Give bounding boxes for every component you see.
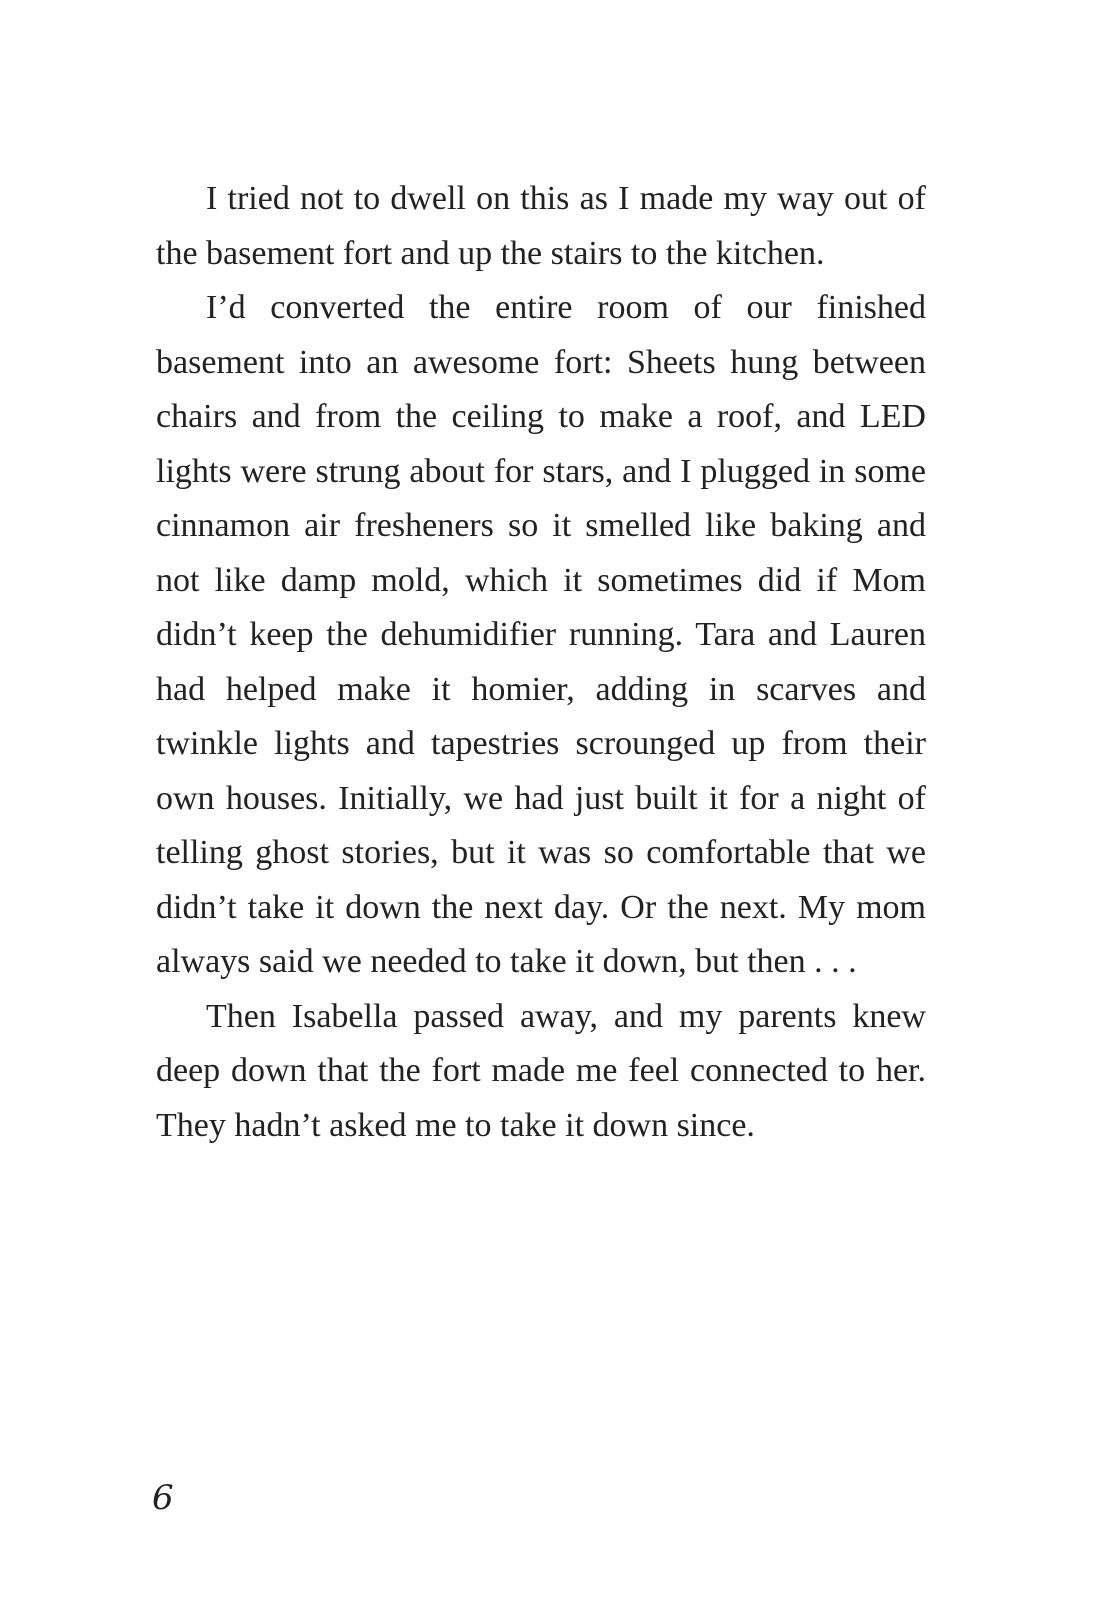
page-number: 6	[152, 1478, 174, 1518]
paragraph-3: Then Isabella passed away, and my parents knew deep down that the fort made me feel connected to her. They hadn’t asked me to take it down since.	[156, 997, 926, 1144]
paragraph-1: I tried not to dwell on this as I made my way out of the basement fort and up the stairs to the kitchen.	[156, 180, 926, 272]
paragraph-2: I’d converted the entire room of our finished basement into an awesome fort: Sheets hung between chairs and from the ceiling to make a roof, and LED lights were strung about for stars, and I plugged in some cinnamon air fresheners so it smelled like baking and not like damp mold, which it sometimes did if Mom didn’t keep the dehumidifier running. Tara and Lauren had helped make it homier, adding in scarves and twinkle lights and tapestries scrounged up from their own houses. Initially, we had just built it for a night of telling ghost stories, but it was so comfortable that we didn’t take it down the next day. Or the next. My mom always said we needed to take it down, but then . . .	[156, 289, 926, 980]
body-text	[156, 172, 926, 1153]
